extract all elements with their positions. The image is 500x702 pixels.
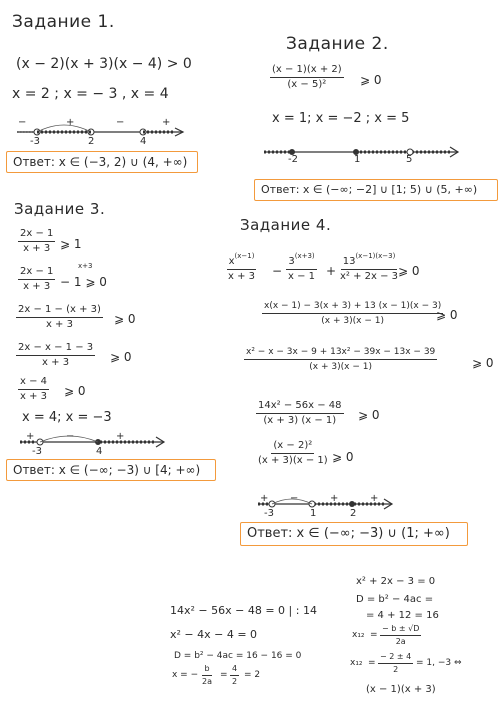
work-left-root-end: = 2 [244, 670, 261, 680]
task4-lead-f3-den: x² + 2x − 3 [340, 271, 399, 282]
work-right-formula-num: − b ± √D [380, 624, 421, 636]
task4-step-3-den: (x + 3) (x − 1) [263, 415, 337, 426]
task3-step-4-num: 2x − x − 1 − 3 [16, 342, 95, 356]
task3-step-3 [16, 304, 103, 331]
task4-step-1 [262, 300, 443, 327]
task4-lead-f1-num: x [228, 256, 235, 267]
task2-point-3: 5 [406, 154, 413, 165]
work-right-line-1: x² + 2x − 3 = 0 [356, 576, 436, 587]
task2-point-1: -2 [288, 154, 298, 165]
work-left-root-den-2: 2 [232, 677, 238, 686]
task4-lead-frac-3 [338, 252, 400, 283]
task3-sign-2: − [66, 431, 75, 442]
task3-answer: Ответ: x ∈ (−∞; −3) ∪ [4; +∞) [6, 459, 216, 481]
task3-step-2-rel: − 1 ⩾ 0 [60, 275, 107, 289]
task2-point-2: 1 [354, 154, 361, 165]
task3-step-4 [16, 342, 95, 369]
task3-step-5-rel: ⩾ 0 [64, 384, 86, 398]
work-right-calc-end: = 1, −3 ⇔ [416, 658, 462, 668]
task3-title: Задание 3. [14, 200, 106, 218]
task4-step-2-rel: ⩾ 0 [472, 356, 494, 370]
task3-step-2-sup: x+3 [78, 262, 93, 270]
task4-lead-f3-num: 13 [342, 256, 356, 267]
task4-step-3-rel: ⩾ 0 [358, 408, 380, 422]
task2-denominator: (x − 5)² [287, 79, 327, 90]
work-right-calc [378, 652, 413, 675]
task3-step-5 [18, 376, 49, 403]
task3-step-2 [18, 266, 55, 293]
task4-lead-f2-den: x − 1 [288, 271, 316, 282]
task3-step-5-den: x + 3 [20, 391, 48, 402]
task3-step-2-den: x + 3 [23, 281, 51, 292]
task4-lead-frac-2 [286, 252, 317, 283]
work-left-root-frac-1 [200, 664, 214, 687]
task3-step-4-den: x + 3 [42, 357, 70, 368]
task4-step-1-den: (x + 3)(x − 1) [321, 316, 384, 326]
task4-sign-4: + [370, 493, 379, 504]
task4-lead-f1-sup: (x−1) [234, 252, 255, 260]
task3-step-2-num: 2x − 1 [18, 266, 55, 280]
task3-step-3-den: x + 3 [45, 319, 73, 330]
task1-sign-4: + [162, 117, 171, 128]
task1-point-3: 4 [140, 136, 147, 147]
task4-step-4-den: (x + 3)(x − 1) [258, 455, 328, 466]
task3-step-3-rel: ⩾ 0 [114, 312, 136, 326]
task1-sign-2: + [66, 117, 75, 128]
work-left-line-3: D = b² − 4ac = 16 − 16 = 0 [174, 651, 302, 661]
task4-lead-f2-sup: (x+3) [294, 252, 315, 260]
task1-point-1: -3 [30, 136, 40, 147]
work-right-line-2: D = b² − 4ac = [356, 594, 434, 605]
task4-lead-frac-1 [226, 252, 257, 283]
work-left-root-prefix: x = − [172, 670, 199, 680]
task4-step-3 [256, 400, 344, 427]
task3-step-1 [18, 228, 55, 255]
work-right-calc-num: − 2 ± 4 [378, 652, 413, 664]
task4-answer: Ответ: x ∈ (−∞; −3) ∪ (1; +∞) [240, 522, 468, 546]
work-right-line-3: = 4 + 12 = 16 [366, 610, 439, 621]
task4-title: Задание 4. [240, 216, 332, 234]
task4-sign-3: + [330, 493, 339, 504]
task2-relation: ⩾ 0 [360, 73, 382, 87]
task3-step-3-num: 2x − 1 − (x + 3) [16, 304, 103, 318]
task4-step-1-num: x(x − 1) − 3(x + 3) + 13 (x − 1)(x − 3) [262, 300, 443, 314]
task4-step-2-den: (x + 3)(x − 1) [309, 362, 372, 372]
task4-step-3-num: 14x² − 56x − 48 [256, 400, 344, 414]
task1-point-2: 2 [88, 136, 95, 147]
task2-answer: Ответ: x ∈ (−∞; −2] ∪ [1; 5) ∪ (5, +∞) [254, 179, 498, 201]
task2-numerator: (x − 1)(x + 2) [270, 64, 344, 78]
task4-step-4-rel: ⩾ 0 [332, 450, 354, 464]
work-left-root-mid: = [220, 670, 228, 680]
task4-lead-f3-sup: (x−1)(x−3) [355, 252, 396, 260]
work-right-x12: x₁₂ [352, 630, 365, 640]
work-left-root-frac-2 [230, 664, 239, 687]
task4-lead-f2-num: 3 [288, 256, 295, 267]
task1-roots: x = 2 ; x = − 3 , x = 4 [12, 86, 169, 102]
task3-step-1-rel: ⩾ 1 [60, 237, 82, 251]
work-right-factor: (x − 1)(x + 3) [366, 684, 436, 695]
work-right-calc-den: 2 [393, 665, 399, 674]
task4-step-2-num: x² − x − 3x − 9 + 13x² − 39x − 13x − 39 [244, 346, 437, 360]
task3-step-5-num: x − 4 [18, 376, 49, 390]
work-left-root-num-1: b [202, 664, 211, 676]
task3-sign-3: + [116, 431, 125, 442]
task4-step-2 [244, 346, 437, 373]
work-left-line-1: 14x² − 56x − 48 = 0 | : 14 [170, 604, 317, 617]
task1-inequality: (x − 2)(x + 3)(x − 4) > 0 [16, 56, 192, 72]
task3-point-1: -3 [32, 446, 42, 457]
task3-roots: x = 4; x = −3 [22, 410, 112, 425]
task1-sign-1: − [18, 117, 27, 128]
task4-lead-f1-den: x + 3 [228, 271, 256, 282]
work-right-formula-den: 2a [395, 637, 406, 646]
task4-point-1: -3 [264, 508, 274, 519]
work-right-formula [380, 624, 421, 647]
work-right-x12b: x₁₂ [350, 658, 363, 668]
task4-point-3: 2 [350, 508, 357, 519]
task3-sign-1: + [26, 431, 35, 442]
task4-step-4-num: (x − 2)² [271, 440, 314, 454]
task4-point-2: 1 [310, 508, 317, 519]
task1-sign-3: − [116, 117, 125, 128]
task2-fraction [270, 64, 344, 91]
task2-roots: x = 1; x = −2 ; x = 5 [272, 111, 410, 126]
task4-lead-rel: ⩾ 0 [398, 264, 420, 278]
work-left-line-2: x² − 4x − 4 = 0 [170, 628, 258, 641]
work-left-root-den-1: 2a [202, 677, 212, 686]
task3-step-4-rel: ⩾ 0 [110, 350, 132, 364]
task4-lead-minus: − [272, 264, 283, 278]
task3-step-1-num: 2x − 1 [18, 228, 55, 242]
work-left-root-num-2: 4 [230, 664, 239, 676]
task2-title: Задание 2. [286, 34, 389, 54]
task4-sign-1: + [260, 493, 269, 504]
task1-answer: Ответ: x ∈ (−3, 2) ∪ (4, +∞) [6, 151, 198, 173]
task1-title: Задание 1. [12, 12, 115, 32]
task4-sign-2: − [290, 493, 299, 504]
task3-point-2: 4 [96, 446, 103, 457]
task4-step-4 [256, 440, 330, 467]
task4-lead-plus: + [326, 264, 337, 278]
task3-step-1-den: x + 3 [23, 243, 51, 254]
task4-step-1-rel: ⩾ 0 [436, 308, 458, 322]
